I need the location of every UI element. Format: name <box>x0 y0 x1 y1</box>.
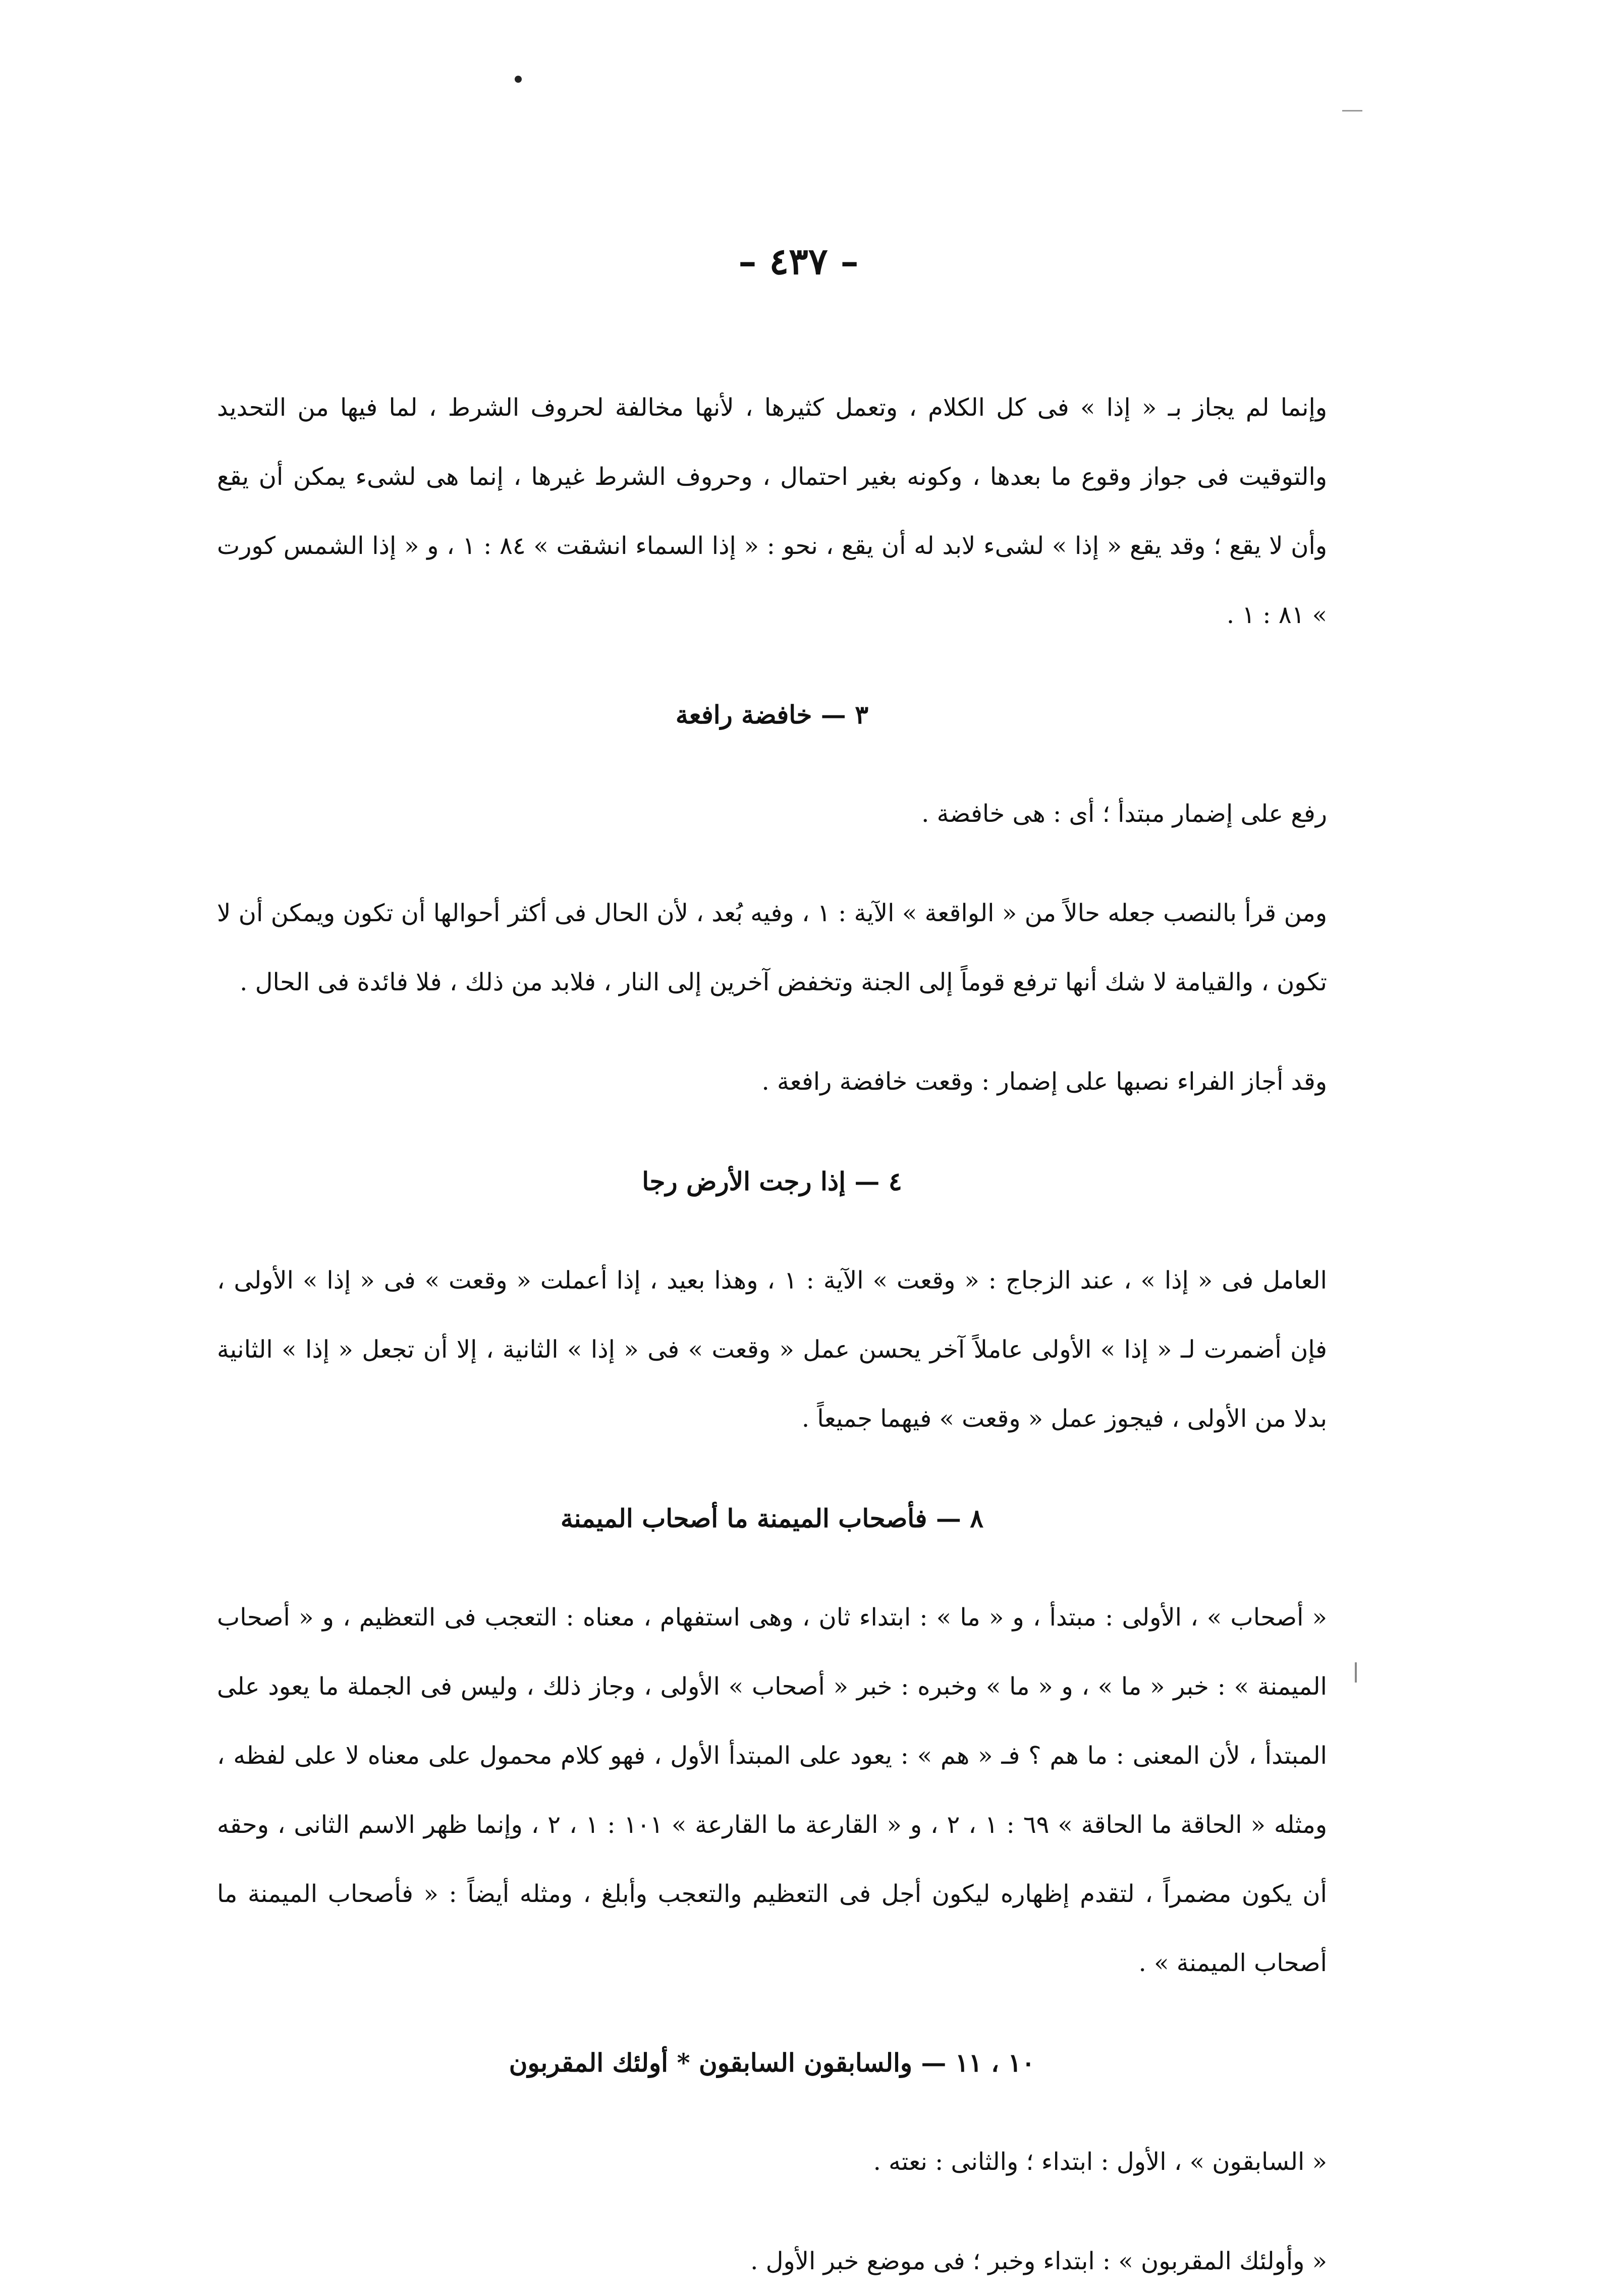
paragraph: « وأولئك المقربون » : ابتداء وخبر ؛ فى موضع خبر الأول . <box>750 2247 1327 2275</box>
section-heading-verse-10-11: ١٠ ، ١١ — والسابقون السابقون * أولئك المقربون <box>509 2048 1035 2078</box>
scan-mark <box>1342 110 1362 111</box>
paragraph: وقد أجاز الفراء نصبها على إضمار : وقعت خافضة رافعة . <box>761 1068 1327 1096</box>
paragraph: « أصحاب » ، الأولى : مبتدأ ، و « ما » : ابتداء ثان ، وهى استفهام ، معناه : التعجب فى التعظيم ، و « أصحاب الميمنة » : خبر « ما » ، و « ما » وخبره : خبر « أصحاب » الأولى ، وجاز ذلك ، وليس فى الجملة ما يعود على المبتدأ ، لأن المعنى : ما هم ؟ فـ « هم » : يعود على المبتدأ الأول ، فهو كلام محمول على معناه لا على لفظه ، ومثله « الحاقة ما الحاقة » ٦٩ : ١ ، ٢ ، و « القارعة ما القارعة » ١٠١ : ١ ، ٢ ، وإنما ظهر الاسم الثانى ، وحقه أن يكون مضمراً ، لتقدم إظهاره ليكون أجل فى التعظيم والتعجب وأبلغ ، ومثله أيضاً : « فأصحاب الميمنة ما أصحاب الميمنة » . <box>217 1603 1328 1977</box>
paragraph: ومن قرأ بالنصب جعله حالاً من « الواقعة » الآية : ١ ، وفيه بُعد ، لأن الحال فى أكثر أحوالها أن تكون ويمكن أن لا تكون ، والقيامة لا شك أنها ترفع قوماً إلى الجنة وتخفض آخرين إلى النار ، فلابد من ذلك ، فلا فائدة فى الحال . <box>217 899 1327 996</box>
scan-mark <box>1355 1662 1357 1683</box>
paragraph: العامل فى « إذا » ، عند الزجاج : « وقعت » الآية : ١ ، وهذا بعيد ، إذا أعملت « وقعت » فى « إذا » الأولى ، فإن أضمرت لـ « إذا » الأولى عاملاً آخر يحسن عمل « وقعت » فى « إذا » الثانية ، إلا أن تجعل « إذا » الثانية بدلا من الأولى ، فيجوز عمل « وقعت » فيهما جميعاً . <box>217 1266 1328 1433</box>
page-body <box>217 373 1327 2296</box>
paragraph: رفع على إضمار مبتدأ ؛ أى : هى خافضة . <box>921 800 1327 828</box>
paragraph: « السابقون » ، الأول : ابتداء ؛ والثانى : نعته . <box>873 2148 1327 2176</box>
section-heading-verse-4: ٤ — إذا رجت الأرض رجا <box>642 1166 902 1196</box>
scan-speck <box>515 76 522 83</box>
paragraph-if-conditional: وإنما لم يجاز بـ « إذا » فى كل الكلام ، وتعمل كثيرها ، لأنها مخالفة لحروف الشرط ، لما فيها من التحديد والتوقيت فى جواز وقوع ما بعدها ، وكونه بغير احتمال ، وحروف الشرط غيرها ، إنما هى لشىء يمكن أن يقع وأن لا يقع ؛ وقد يقع « إذا » لشىء لابد له أن يقع ، نحو : « إذا السماء انشقت » ٨٤ : ١ ، و « إذا الشمس كورت » ٨١ : ١ . <box>217 394 1328 629</box>
section-heading-verse-8: ٨ — فأصحاب الميمنة ما أصحاب الميمنة <box>560 1503 984 1533</box>
section-heading-verse-3: ٣ — خافضة رافعة <box>675 700 869 730</box>
page-number: – ٤٣٧ – <box>738 240 859 283</box>
